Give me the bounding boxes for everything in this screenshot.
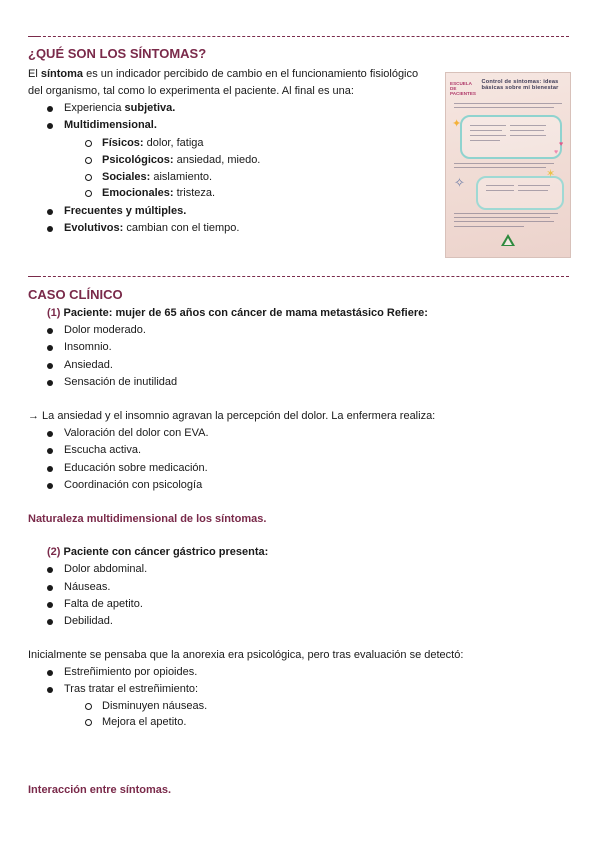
intro-bold-term: síntoma (40, 68, 84, 80)
bullet-circle (85, 140, 92, 147)
sub-item-text: dolor, fatiga (143, 137, 204, 149)
case1-heading (47, 305, 428, 322)
list-item (64, 203, 186, 220)
intro-post: es un indicador percibido de cambio en el funcionamiento fisiológico (83, 68, 419, 80)
list-item (64, 117, 157, 134)
intro-line-2: del organismo, tal como lo experimenta el paciente. Al final es una: (28, 85, 354, 97)
bullet-circle (85, 190, 92, 197)
bullet-dot (47, 209, 53, 215)
list-item: Insomnio. (64, 339, 112, 356)
list-item-text: cambian con el tiempo. (123, 222, 240, 234)
intro-line-1 (28, 66, 418, 83)
case1-conclusion: Naturaleza multidimensional de los síntomas. (28, 513, 267, 525)
sub-list-item: Disminuyen náuseas. (102, 698, 207, 715)
list-item-text: Experiencia (64, 102, 125, 114)
sub-item-bold: Emocionales: (102, 187, 174, 199)
list-item: Escucha activa. (64, 442, 141, 459)
list-item: Debilidad. (64, 613, 113, 630)
bullet-circle (85, 174, 92, 181)
poster-image (445, 72, 571, 258)
section-divider-middle (28, 276, 569, 277)
sub-list-item: Mejora el apetito. (102, 714, 186, 731)
heart-icon: ♥ (554, 149, 559, 156)
junta-logo-icon (499, 233, 517, 247)
section-title-sintomas: ¿QUÉ SON LOS SÍNTOMAS? (28, 46, 207, 61)
sub-item-bold: Sociales: (102, 171, 151, 183)
list-item-bold: Multidimensional. (64, 119, 157, 131)
star-icon: ✶ (546, 168, 556, 180)
poster-info-bubble (476, 176, 564, 210)
list-item-bold: Evolutivos: (64, 222, 124, 234)
list-item (64, 100, 175, 117)
case2-note: Inicialmente se pensaba que la anorexia era psicológica, pero tras evaluación se detectó: (28, 649, 464, 661)
list-item: Falta de apetito. (64, 596, 143, 613)
sub-item-bold: Psicológicos: (102, 154, 174, 166)
sparkle-icon: ✧ (454, 175, 465, 190)
sub-list-item (102, 135, 204, 152)
sub-list-item (102, 169, 212, 186)
list-item: Ansiedad. (64, 357, 113, 374)
case2-number: (2) (47, 546, 61, 558)
section-divider-top (28, 36, 569, 37)
case2-conclusion: Interacción entre síntomas. (28, 784, 172, 796)
heart-icon: ♥ (559, 141, 564, 148)
poster-title: Control de síntomas: ideas básicas sobre mi bienestar (481, 79, 559, 92)
case1-heading-text: Paciente: mujer de 65 años con cáncer de mama metastásico Refiere: (63, 307, 428, 319)
list-item: Dolor moderado. (64, 322, 146, 339)
list-item: Sensación de inutilidad (64, 374, 177, 391)
case1-note: → La ansiedad y el insomnio agravan la percepción del dolor. La enfermera realiza: (28, 410, 436, 422)
list-item: Tras tratar el estreñimiento: (64, 681, 198, 698)
bullet-dot (47, 123, 53, 129)
sub-item-text: aislamiento. (150, 171, 213, 183)
list-item: Educación sobre medicación. (64, 460, 208, 477)
list-item: Náuseas. (64, 579, 110, 596)
sub-item-text: ansiedad, miedo. (173, 154, 261, 166)
star-icon: ✦ (452, 118, 462, 130)
list-item: Coordinación con psicología (64, 477, 202, 494)
list-item-bold: Frecuentes y múltiples. (64, 205, 187, 217)
list-item: Estreñimiento por opioides. (64, 664, 197, 681)
sub-item-bold: Físicos: (102, 137, 144, 149)
case2-heading-text: Paciente con cáncer gástrico presenta: (63, 546, 269, 558)
case2-heading (47, 544, 268, 561)
sub-list-item (102, 152, 260, 169)
sub-item-text: tristeza. (173, 187, 216, 199)
bullet-dot (47, 226, 53, 232)
section-title-caso-clinico: CASO CLÍNICO (28, 287, 123, 302)
bullet-dot (47, 106, 53, 112)
sub-list-item (102, 185, 215, 202)
list-item-bold: subjetiva. (124, 102, 176, 114)
list-item: Dolor abdominal. (64, 561, 147, 578)
poster-info-bubble (460, 115, 562, 159)
intro-pre: El (28, 68, 41, 80)
bullet-circle (85, 157, 92, 164)
case1-number: (1) (47, 307, 61, 319)
list-item: Valoración del dolor con EVA. (64, 425, 209, 442)
poster-logo: ESCUELA DE PACIENTES (450, 81, 476, 96)
list-item (64, 220, 239, 237)
